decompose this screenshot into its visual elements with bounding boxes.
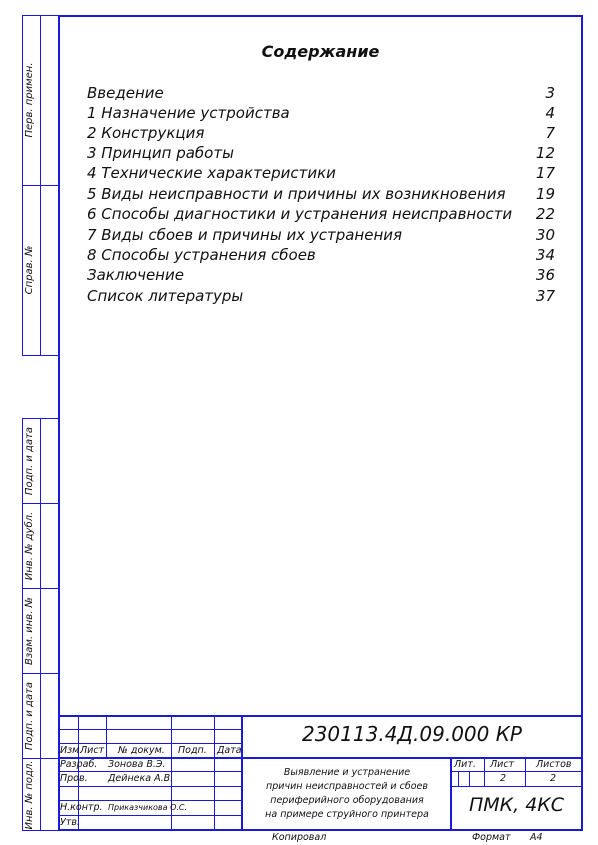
razrab-label: Разраб. <box>60 759 98 770</box>
document-title: Выявление и устранение причин неисправностей и сбоев периферийного оборудования на примере струйного принтера <box>265 767 429 820</box>
toc-entry: Введение 3 <box>87 84 555 102</box>
margin-label-podp-data-2: Подп. и дата <box>24 681 35 751</box>
utv-label: Утв. <box>60 817 80 828</box>
col-izm: Изм. <box>60 745 83 756</box>
toc-entry: 7 Виды сбоев и причины их устранения 30 <box>87 226 555 244</box>
prov-name: Дейнека А.В. <box>108 773 174 784</box>
toc-entry: Заключение 36 <box>87 266 555 284</box>
prov-label: Пров. <box>60 773 88 784</box>
toc-entry: 8 Способы устранения сбоев 34 <box>87 246 555 264</box>
organization: ПМК, 4КС <box>468 794 565 816</box>
col-list: Лист <box>80 745 105 756</box>
col-doc: № докум. <box>118 745 165 756</box>
toc-entry: 1 Назначение устройства 4 <box>87 104 555 122</box>
lit-label: Лит. <box>454 759 476 770</box>
document-code: 230113.4Д.09.000 КР <box>301 722 522 746</box>
margin-label-inv-podl: Инв. № подл. <box>24 760 35 830</box>
nkontr-label: Н.контр. <box>60 802 103 813</box>
toc-entry: 3 Принцип работы 12 <box>87 144 555 162</box>
sheet-label: Лист <box>490 759 515 770</box>
format-value: А4 <box>530 832 543 843</box>
sheet-value: 2 <box>500 773 507 784</box>
sheets-label: Листов <box>536 759 572 770</box>
margin-label-podp-data-1: Подп. и дата <box>24 426 35 496</box>
nkontr-name: Приказчикова О.С. <box>108 803 188 812</box>
col-podp: Подп. <box>178 745 207 756</box>
margin-label-sprav-no: Справ. № <box>24 245 35 295</box>
contents-title: Содержание <box>261 42 380 61</box>
margin-label-inv-dubl: Инв. № дубл. <box>24 511 35 581</box>
toc-entry: 2 Конструкция 7 <box>87 124 555 142</box>
margin-label-vzam-inv: Взам. инв. № <box>24 597 35 665</box>
sheets-value: 2 <box>550 773 557 784</box>
razrab-name: Зонова В.Э. <box>108 759 166 770</box>
copied-label: Копировал <box>272 832 327 843</box>
toc-entry: 5 Виды неисправности и причины их возникновения 19 <box>87 185 555 203</box>
format-label: Формат <box>472 832 511 843</box>
toc-entry: Список литературы 37 <box>87 287 555 305</box>
toc-entry: 4 Технические характеристики 17 <box>87 164 555 182</box>
margin-label-perv-primen: Перв. примен. <box>24 62 35 138</box>
col-data: Дата <box>217 745 242 756</box>
toc-entry: 6 Способы диагностики и устранения неисправности 22 <box>87 205 555 223</box>
